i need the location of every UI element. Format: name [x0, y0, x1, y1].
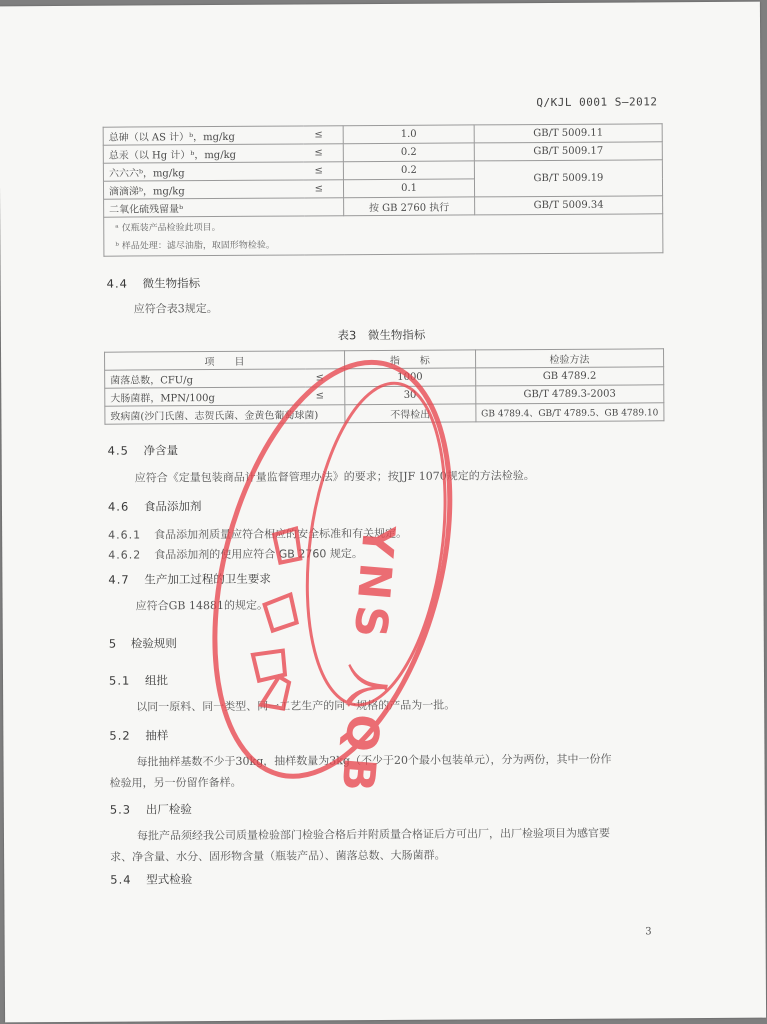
- section-heading: 5 检验规则: [108, 636, 177, 651]
- section-heading: 4.6 食品添加剂: [107, 499, 202, 514]
- paragraph: 每批产品须经我公司质量检验部门检验合格后并附质量合格证后方可出厂，出厂检验项目为感官要: [136, 826, 611, 843]
- table-cell-value: 30: [344, 386, 475, 405]
- table-cell-symbol: ≤: [305, 369, 345, 387]
- table-cell-value: 0.2: [343, 143, 474, 162]
- paragraph: 以同一原料、同一类型、同一工艺生产的同一规格的产品为一批。: [136, 698, 456, 714]
- table-cell-item: 致病菌(沙门氏菌、志贺氏菌、金黄色葡萄球菌): [105, 405, 345, 424]
- table-row: [105, 403, 664, 424]
- section-heading: 4.7 生产加工过程的卫生要求: [108, 571, 271, 587]
- section-heading: 4.4 微生物指标: [106, 276, 201, 291]
- table-header-method: 检验方法: [475, 349, 663, 368]
- table-row: [103, 160, 662, 181]
- table-note: ᵃ 仅瓶装产品检验此项目。: [115, 222, 221, 234]
- table-cell-value: 不得检出: [345, 404, 476, 423]
- table-cell-value: 1.0: [343, 125, 474, 144]
- document-code: Q/KJL 0001 S—2012: [536, 95, 658, 110]
- table-cell-value: 1000: [344, 368, 475, 387]
- paragraph: 求、净含量、水分、固形物含量（瓶装产品）、菌落总数、大肠菌群。: [110, 848, 446, 864]
- table-cell-symbol: ≤: [304, 144, 344, 162]
- paragraph: 检验用，另一份留作备样。: [109, 775, 242, 790]
- section-heading: 5.1 组批: [108, 673, 169, 688]
- subsection: 4.6.2 食品添加剂的使用应符合 GB 2760 规定。: [108, 547, 363, 562]
- section-heading: 5.3 出厂检验: [109, 802, 192, 817]
- table-cell-item: 滴滴涕ᵇ，mg/kg: [103, 180, 304, 199]
- table-cell-symbol: [304, 198, 344, 216]
- table-cell-item: 总砷（以 AS 计）ᵇ，mg/kg: [103, 126, 304, 145]
- section-heading: 5.4 型式检验: [110, 872, 193, 887]
- section-heading: 4.5 净含量: [107, 443, 179, 458]
- table-cell-value: 按 GB 2760 执行: [344, 197, 475, 216]
- paragraph: 应符合表3规定。: [133, 302, 218, 316]
- table-cell-method: GB 4789.2: [475, 367, 663, 386]
- table-notes-row: [104, 214, 663, 256]
- page-number: 3: [645, 926, 652, 938]
- seal-inner-ring: [289, 375, 463, 714]
- paragraph: 应符合GB 14881的规定。: [135, 598, 268, 613]
- table-cell-symbol: ≤: [305, 387, 345, 405]
- table-cell-item: 二氧化硫残留量ᵇ: [104, 198, 305, 217]
- table-cell-item: 六六六ᵇ，mg/kg: [103, 162, 304, 181]
- table-header-value: 指 标: [344, 350, 475, 369]
- contaminant-table: [103, 123, 664, 256]
- table-cell-method: GB/T 5009.34: [475, 196, 663, 215]
- paragraph: 每批抽样基数不少于30kg，抽样数量为3kg（不少于20个最小包装单元），分为两份，其中一份作: [136, 752, 612, 769]
- table-cell-method: GB/T 5009.17: [474, 142, 662, 161]
- paragraph: 应符合《定量包装商品计量监督管理办法》的要求；按JJF 1070规定的方法检验。: [134, 469, 535, 485]
- table-cell-symbol: ≤: [304, 162, 344, 180]
- table-cell-method: GB/T 4789.3-2003: [475, 385, 663, 404]
- table-cell-value: 0.1: [343, 179, 474, 198]
- table-cell-symbol: ≤: [304, 126, 344, 144]
- table-cell-symbol: ≤: [304, 180, 344, 198]
- subsection: 4.6.1 食品添加剂质量应符合相应的安全标准和有关规定。: [108, 526, 408, 542]
- table-cell-item: 菌落总数，CFU/g: [105, 369, 305, 388]
- table-cell-method: GB 4789.4、GB/T 4789.5、GB 4789.10: [476, 403, 664, 422]
- table-header-item: 项 目: [105, 351, 345, 370]
- table-cell-method: GB/T 5009.19: [474, 160, 662, 197]
- table-cell-item: 总汞（以 Hg 计）ᵇ，mg/kg: [103, 144, 304, 163]
- microbiological-table: [104, 348, 664, 424]
- document-page: [0, 2, 766, 1023]
- table-cell-item: 大肠菌群，MPN/100g: [105, 387, 305, 406]
- table-caption: 表3 微生物指标: [337, 327, 426, 343]
- table-note: ᵇ 样品处理：滤尽油脂，取固形物检验。: [115, 240, 275, 252]
- section-heading: 5.2 抽样: [109, 728, 169, 743]
- table-cell-method: GB/T 5009.11: [474, 124, 662, 143]
- seal-text: YNS 人QB: [331, 523, 404, 800]
- table-cell-value: 0.2: [343, 161, 474, 180]
- table-notes: [104, 214, 663, 256]
